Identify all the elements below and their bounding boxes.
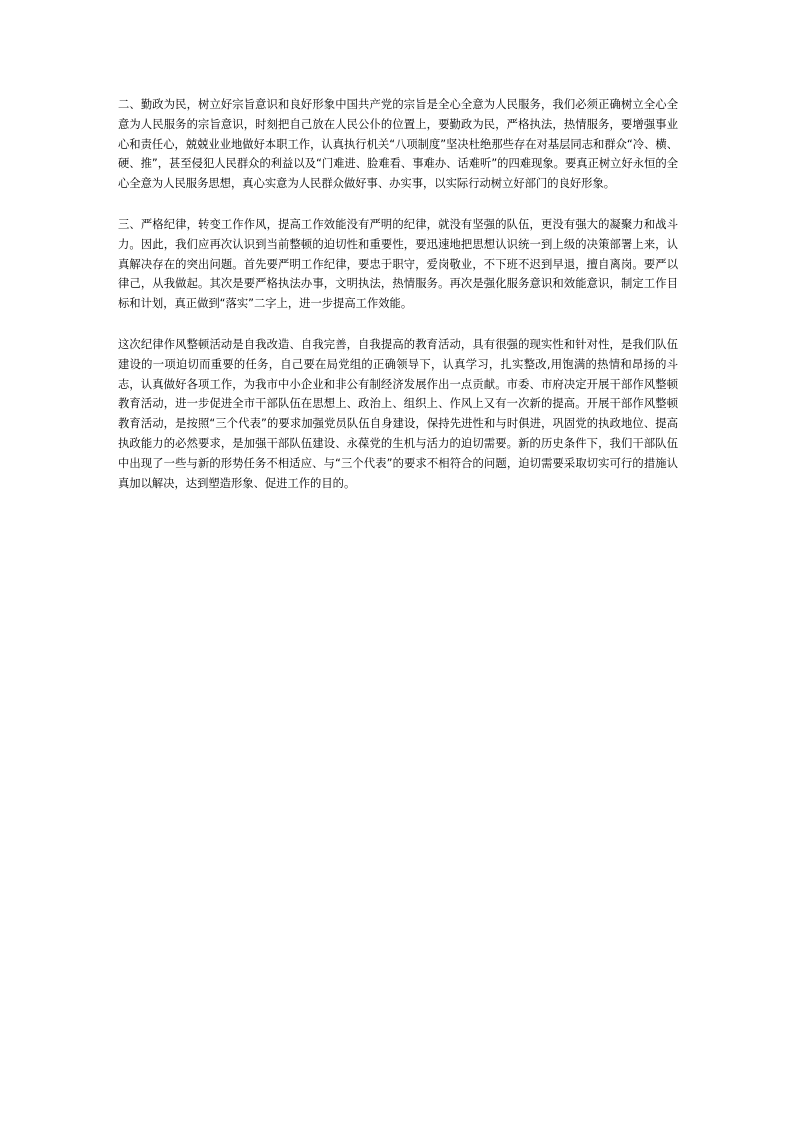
document-page bbox=[118, 95, 678, 514]
paragraph-strict-discipline: 三、严格纪律，转变工作作风，提高工作效能没有严明的纪律，就没有坚强的队伍，更没有强大的凝聚力和战斗力。因此，我们应再次认识到当前整顿的迫切性和重要性，要迅速地把思想认识统一到上级的决策部署上来，认真解决存在的突出问题。首先要严明工作纪律，要忠于职守，爱岗敬业，不下班不迟到早退，擅自离岗。要严以律己，从我做起。其次是要严格执法办事，文明执法，热情服务。再次是强化服务意识和效能意识，制定工作目标和计划，真正做到“落实”二字上，进一步提高工作效能。 bbox=[118, 217, 678, 311]
paragraph-diligent-governance: 二、勤政为民，树立好宗旨意识和良好形象中国共产党的宗旨是全心全意为人民服务，我们必须正确树立全心全意为人民服务的宗旨意识，时刻把自己放在人民公仆的位置上，要勤政为民，严格执法，热情服务，要增强事业心和责任心，兢兢业业地做好本职工作，认真执行机关“八项制度”坚决杜绝那些存在对基层同志和群众“冷、横、硬、推”，甚至侵犯人民群众的利益以及“门难进、脸难看、事难办、话难听”的四难现象。要真正树立好永恒的全心全意为人民服务思想，真心实意为人民群众做好事、办实事，以实际行动树立好部门的良好形象。 bbox=[118, 98, 678, 191]
paragraph-rectification-campaign: 这次纪律作风整顿活动是自我改造、自我完善，自我提高的教育活动，具有很强的现实性和针对性，是我们队伍建设的一项迫切而重要的任务，自己要在局党组的正确领导下，认真学习，扎实整改,用饱满的热情和昂扬的斗志，认真做好各项工作，为我市中小企业和非公有制经济发展作出一点贡献。市委、市府决定开展干部作风整顿教育活动，进一步促进全市干部队伍在思想上、政治上、组织上、作风上又有一次新的提高。开展干部作风整顿教育活动，是按照“三个代表”的要求加强党员队伍自身建设，保持先进性和与时俱进，巩固党的执政地位、提高执政能力的必然要求，是加强干部队伍建设、永葆党的生机与活力的迫切需要。新的历史条件下，我们干部队伍中出现了一些与新的形势任务不相适应、与“三个代表”的要求不相符合的问题，迫切需要采取切实可行的措施认真加以解决，达到塑造形象、促进工作的目的。 bbox=[118, 337, 678, 490]
